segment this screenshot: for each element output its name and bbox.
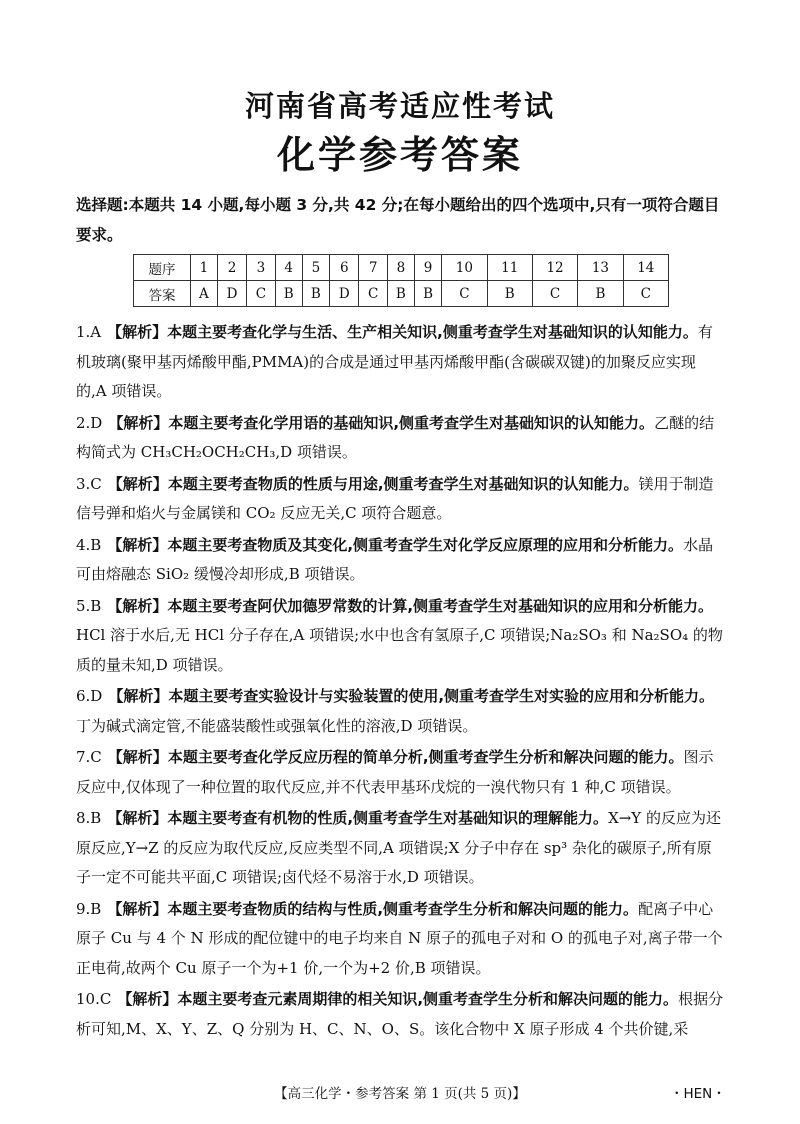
question-number-cell: 6 bbox=[330, 255, 359, 281]
list-item bbox=[76, 470, 726, 529]
item-head: 本题主要考查有机物的性质,侧重考查学生对基础知识的理解能力。 bbox=[167, 809, 609, 827]
item-head: 本题主要考查元素周期律的相关知识,侧重考查学生分析和解决问题的能力。 bbox=[177, 990, 679, 1008]
item-body: 配离子中心原子 Cu 与 4 个 N 形成的配位键中的电子均来自 N 原子的孤电子对和 O 的孤电子对,离子带一个正电荷,故两个 Cu 原子一个为+1 价,一个为+2 价,B 项错误。 bbox=[76, 899, 723, 977]
item-head: 本题主要考查化学与生活、生产相关知识,侧重考查学生对基础知识的认知能力。 bbox=[167, 323, 698, 341]
item-tag: 【解析】 bbox=[117, 990, 178, 1008]
answer-cell: B bbox=[387, 281, 414, 307]
item-tag: 【解析】 bbox=[107, 748, 168, 766]
question-number-cell: 8 bbox=[387, 255, 414, 281]
item-tag: 【解析】 bbox=[107, 596, 168, 615]
item-head: 本题主要考查物质的结构与性质,侧重考查学生分析和解决问题的能力。 bbox=[167, 899, 639, 918]
item-body: 水晶可由熔融态 SiO₂ 缓慢冷却形成,B 项错误。 bbox=[76, 535, 714, 583]
item-num: 3.C bbox=[76, 474, 102, 493]
page-subtitle: 化学参考答案 bbox=[276, 133, 523, 177]
item-body: 镁用于制造信号弹和焰火与金属镁和 CO₂ 反应无关,C 项符合题意。 bbox=[76, 474, 714, 522]
item-num: 2.D bbox=[76, 413, 103, 432]
question-number-cell: 4 bbox=[275, 255, 302, 281]
item-body: 图示反应中,仅体现了一种位置的取代反应,并不代表甲基环戊烷的一溴代物只有 1 种,C 项错误。 bbox=[76, 748, 714, 796]
explanation-list bbox=[76, 318, 726, 1046]
item-head: 本题主要考查化学用语的基础知识,侧重考查学生对基础知识的认知能力。 bbox=[168, 413, 655, 432]
answer-cell: B bbox=[414, 281, 441, 307]
question-number-cell: 12 bbox=[532, 255, 577, 281]
item-body: HCl 溶于水后,无 HCl 分子存在,A 项错误;水中也含有氢原子,C 项错误;Na₂SO₃ 和 Na₂SO₄ 的物质的量未知,D 项错误。 bbox=[76, 626, 723, 674]
item-num: 6.D bbox=[76, 687, 103, 705]
answer-cell: C bbox=[359, 281, 387, 307]
item-tag: 【解析】 bbox=[107, 535, 168, 554]
table-row-numbers bbox=[134, 255, 669, 281]
answer-cell: B bbox=[578, 281, 623, 307]
table-row-answers bbox=[134, 281, 669, 307]
footer-code: ・HEN・ bbox=[670, 1086, 726, 1102]
answer-cell: B bbox=[302, 281, 329, 307]
item-num: 9.B bbox=[76, 899, 102, 918]
list-item bbox=[76, 682, 726, 741]
answer-cell: B bbox=[487, 281, 532, 307]
item-num: 10.C bbox=[76, 990, 112, 1008]
answer-cell: C bbox=[442, 281, 487, 307]
question-number-cell: 2 bbox=[217, 255, 246, 281]
table-header-cell: 题序 bbox=[134, 255, 191, 281]
item-num: 1.A bbox=[76, 323, 102, 341]
item-tag: 【解析】 bbox=[108, 413, 169, 432]
question-number-cell: 5 bbox=[302, 255, 329, 281]
question-number-cell: 9 bbox=[414, 255, 441, 281]
answer-cell: D bbox=[330, 281, 359, 307]
item-head: 本题主要考查物质及其变化,侧重考查学生对化学反应原理的应用和分析能力。 bbox=[167, 535, 684, 554]
question-number-cell: 10 bbox=[442, 255, 487, 281]
list-item bbox=[76, 592, 726, 681]
answer-table bbox=[133, 254, 669, 307]
table-header-cell: 答案 bbox=[134, 281, 191, 307]
item-head: 本题主要考查实验设计与实验装置的使用,侧重考查学生对实验的应用和分析能力。 bbox=[168, 687, 715, 705]
question-number-cell: 3 bbox=[247, 255, 275, 281]
item-body: 根据分析可知,M、X、Y、Z、Q 分别为 H、C、N、O、S。该化合物中 X 原子形成 4 个共价键,采 bbox=[76, 990, 724, 1038]
item-num: 5.B bbox=[76, 596, 102, 615]
item-body: X→Y 的反应为还原反应,Y→Z 的反应为取代反应,反应类型不同,A 项错误;X 分子中存在 sp³ 杂化的碳原子,所有原子一定不可能共平面,C 项错误;卤代烃不易溶于水,D 项错误。 bbox=[76, 809, 721, 886]
answer-cell: B bbox=[275, 281, 302, 307]
page-title: 河南省高考适应性考试 bbox=[244, 89, 555, 123]
question-number-cell: 11 bbox=[487, 255, 532, 281]
item-body: 有机玻璃(聚甲基丙烯酸甲酯,PMMA)的合成是通过甲基丙烯酸甲酯(含碳碳双键)的加聚反应实现的,A 项错误。 bbox=[76, 323, 713, 400]
question-number-cell: 7 bbox=[359, 255, 387, 281]
list-item bbox=[76, 531, 726, 590]
item-num: 8.B bbox=[76, 809, 102, 827]
item-tag: 【解析】 bbox=[108, 687, 169, 705]
list-item bbox=[76, 804, 726, 893]
item-body: 乙醚的结构简式为 CH₃CH₂OCH₂CH₃,D 项错误。 bbox=[76, 413, 715, 461]
item-body: 丁为碱式滴定管,不能盛装酸性或强氧化性的溶液,D 项错误。 bbox=[76, 716, 478, 735]
question-number-cell: 13 bbox=[578, 255, 623, 281]
item-head: 本题主要考查物质的性质与用途,侧重考查学生对基础知识的认知能力。 bbox=[167, 474, 639, 493]
item-tag: 【解析】 bbox=[107, 899, 168, 918]
item-tag: 【解析】 bbox=[107, 474, 168, 493]
list-item bbox=[76, 409, 726, 468]
item-head: 本题主要考查化学反应历程的简单分析,侧重考查学生分析和解决问题的能力。 bbox=[167, 748, 684, 766]
question-number-cell: 14 bbox=[623, 255, 668, 281]
section-intro: 选择题:本题共 14 小题,每小题 3 分,共 42 分;在每小题给出的四个选项中,只有一项符合题目要求。 bbox=[76, 196, 720, 244]
list-item bbox=[76, 743, 726, 802]
answer-cell: C bbox=[247, 281, 275, 307]
answer-cell: C bbox=[623, 281, 668, 307]
item-tag: 【解析】 bbox=[107, 809, 168, 827]
item-num: 4.B bbox=[76, 535, 102, 554]
list-item bbox=[76, 895, 726, 984]
page-footer: 【高三化学・参考答案 第 1 页(共 5 页)】 bbox=[274, 1086, 526, 1102]
item-tag: 【解析】 bbox=[107, 323, 168, 341]
question-number-cell: 1 bbox=[191, 255, 218, 281]
answer-cell: A bbox=[191, 281, 218, 307]
list-item bbox=[76, 985, 726, 1044]
answer-cell: C bbox=[532, 281, 577, 307]
answer-cell: D bbox=[217, 281, 246, 307]
item-head: 本题主要考查阿伏加德罗常数的计算,侧重考查学生对基础知识的应用和分析能力。 bbox=[167, 596, 714, 615]
list-item bbox=[76, 318, 726, 407]
item-num: 7.C bbox=[76, 748, 102, 766]
